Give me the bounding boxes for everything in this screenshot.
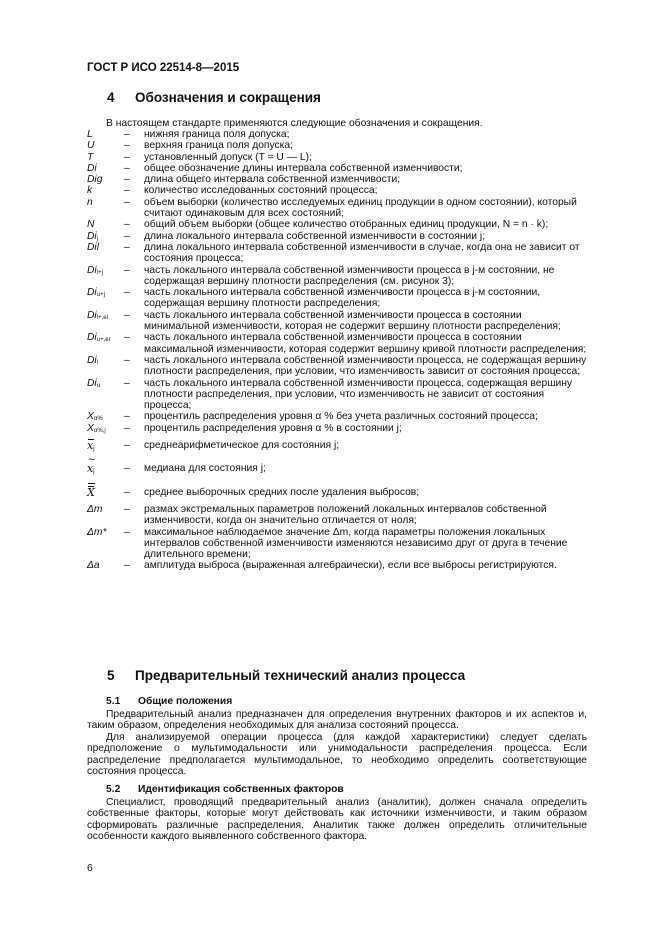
definition-dash: – [124,411,130,423]
definition-item [87,185,587,196]
definition-text: часть локального интервала собственной изменчивости процесса в состоянии минимальной изменчивости, которая не содержит вершину плотности распределения; [144,309,561,333]
definition-text: среднее выборочных средних после удаления выбросов; [144,486,420,498]
term-letter: Δm [87,503,103,515]
term-subscript: j [96,235,99,242]
term-letter: k [87,185,93,197]
term-letter: Δa [87,560,100,572]
definitions-list [87,129,587,572]
definition-term [87,265,103,279]
definition-term [87,197,93,208]
definition-text: часть локального интервала собственной изменчивости процесса в j-м состоянии, содержащая вершину плотности распределения; [144,287,541,310]
definition-text: максимальное наблюдаемое значение Δm, когда параметры положения локальных интервалов собственной изменчивости изменяются независимо друг от друга в течение длительного времени; [144,526,568,561]
term-letter: n [87,196,93,208]
definition-text: длина общего интервала собственной изменчивости; [144,174,401,186]
definition-dash: – [124,185,130,197]
definition-text: общий объем выборки (общее количество отобранных единиц продукции, N = n · k); [144,219,549,231]
definition-dash: – [124,230,130,242]
definition-dash: – [124,287,130,299]
section-5-title: Предварительный технический анализ процесса [135,668,466,683]
definition-item [87,504,587,527]
overbar-mark [88,486,94,487]
term-letter: X [87,485,95,499]
definition-item [87,423,587,434]
section-4-intro: В настоящем стандарте применяются следующие обозначения и сокращения. [106,118,483,129]
page-number: 6 [87,863,93,874]
definition-text: общее обозначение длины интервала собственной изменчивости; [144,162,463,174]
subsection-5-1-heading [106,696,232,707]
definition-text: часть локального интервала собственной изменчивости процесса, содержащая вершину плотности распределения, при условии, что изменчивость не зависит от состояния процесса; [144,377,573,412]
term-subscript: l [96,359,99,366]
term-letter: Di [87,309,97,321]
definition-dash: – [124,162,130,174]
definition-dash: – [124,486,130,498]
term-letter: Dig [87,174,103,186]
term-letter: L [87,129,93,140]
term-subscript: j [93,446,95,453]
definition-item [87,560,587,571]
term-letter: x [87,439,94,453]
term-letter: x [87,462,94,476]
definition-term [87,287,105,301]
section-5-heading [107,668,465,683]
term-letter: Di [87,230,97,242]
definition-text: среднеарифметическое для состояния j; [144,440,340,452]
math-symbol [87,487,95,498]
term-letter: Di [87,162,97,174]
definition-dash: – [124,140,130,152]
definition-text: размах экстремальных параметров положений локальных интервалов собственной изменчивости, когда он значительно отличается от ноля; [144,503,547,527]
paragraph-5-1-a: Предварительный анализ предназначен для определения внутренних факторов и их аспектов и, таким образом, определения необходимых для анализа состояний процесса. [87,709,587,732]
definition-term [87,219,94,230]
term-letter: Δm* [87,526,107,538]
definition-dash: – [124,332,130,344]
term-letter: U [87,140,95,152]
definition-text: процентиль распределения уровня α % в состоянии j; [144,422,402,434]
definition-item [87,231,587,242]
definition-term [87,310,108,324]
definition-text: объем выборки (количество исследуемых единиц продукции в одном состоянии), который считают одинаковым для всех состояний; [144,196,577,220]
term-letter: Di [87,332,97,344]
definition-dash: – [124,264,130,276]
definition-term [87,163,97,174]
definition-item [87,527,587,561]
definition-item [87,310,587,333]
definition-dash: – [124,151,130,163]
term-letter: T [87,151,94,163]
term-letter: Di [87,264,97,276]
definition-term [87,440,95,455]
definition-item [87,355,587,378]
definition-term [87,560,100,571]
definition-item [87,163,587,174]
term-subscript: l+j [96,269,103,276]
definition-item [87,140,587,151]
definition-term [87,378,100,392]
definition-dash: – [124,196,130,208]
definition-term [87,487,95,499]
definition-text: часть локального интервала собственной изменчивости процесса в j-м состоянии, не содержащая вершину плотности распределения (см. рисунок 3); [144,264,555,287]
term-letter: Dil [87,241,100,253]
definition-term [87,504,103,515]
definition-item [87,332,587,355]
definition-dash: – [124,174,130,186]
subsection-5-1-title: Общие положения [138,696,233,707]
definition-item [87,481,587,504]
math-symbol [87,455,96,476]
definition-dash: – [124,560,130,572]
definition-dash: – [124,422,130,434]
term-subscript: j [93,469,95,476]
definition-text: процентиль распределения уровня α % без учета различных состояний процесса; [144,411,538,423]
subsection-5-1-number: 5.1 [106,696,121,707]
definition-item [87,411,587,422]
term-subscript: u [96,382,101,389]
document-header: ГОСТ Р ИСО 22514-8—2015 [87,62,240,74]
definition-term [87,140,94,151]
term-letter: X [87,411,94,423]
definition-text: часть локального интервала собственной изменчивости процесса, не содержащая вершину плотности распределения, при условии, что изменчивость зависит от состояния процесса; [144,354,587,378]
definition-item [87,434,587,457]
term-letter: Di [87,287,97,299]
term-subscript: α%,j [93,427,106,434]
definition-dash: – [124,526,130,538]
definition-item [87,287,587,310]
math-symbol [87,440,93,451]
definition-item [87,378,587,412]
term-letter: X [87,422,94,434]
definition-text: амплитуда выброса (выраженная алгебраически), если все выбросы регистрируются. [144,560,557,572]
term-subscript: l+,el [96,314,108,321]
definition-dash: – [124,463,130,475]
definition-item [87,174,587,185]
definition-text: верхняя граница поля допуска; [144,140,294,152]
definition-term [87,242,99,253]
overbar-mark [88,439,94,440]
definition-term [87,185,92,196]
definition-term [87,455,96,478]
definition-text: установленный допуск (T = U — L); [144,151,312,163]
subsection-5-2-heading [106,784,344,795]
subsection-5-2-number: 5.2 [106,784,121,795]
term-subscript: α% [93,416,103,423]
definition-dash: – [124,219,130,231]
definition-dash: – [124,503,130,515]
subsection-5-2-title: Идентификация собственных факторов [138,784,344,795]
overbar-mark [88,483,95,484]
definition-item [87,129,587,140]
definition-text: длина локального интервала собственной изменчивости в состоянии j; [144,230,486,242]
definition-item [87,152,587,163]
section-4-number: 4 [107,90,115,105]
definition-dash: – [124,377,130,389]
definition-term [87,174,102,185]
definition-item [87,242,587,265]
definition-term [87,152,93,163]
paragraph-5-2-a: Специалист, проводящий предварительный анализ (аналитик), должен сначала определить собственные факторы, которые могут действовать как источники изменчивости, и таким образом сформировать различные распределения. Аналитик также должен определить отличительные особенности каждого выявленного собственного фактора. [87,797,587,842]
definition-dash: – [124,241,130,253]
definition-term [87,527,107,538]
definition-text: нижняя граница поля допуска; [144,129,290,140]
definition-term [87,332,111,346]
definition-item [87,265,587,288]
definition-term [87,129,93,140]
definition-text: часть локального интервала собственной изменчивости процесса в состоянии максимальной изменчивости, которая содержит вершину кривой плотности распределения; [144,332,587,355]
definition-item [87,457,587,480]
term-letter: Di [87,354,97,366]
paragraph-5-1-b: Для анализируемой операции процесса (для каждой характеристики) следует сделать предположение о мультимодальности или унимодальности распределения процесса. Если распределение предполагается мультимодальное, то необходимо определить соответствующие состояния процесса. [87,732,587,777]
definition-text: количество исследованных состояний процесса; [144,185,378,197]
definition-dash: – [124,354,130,366]
section-5-number: 5 [107,668,115,683]
definition-dash: – [124,309,130,321]
definition-dash: – [124,129,130,140]
definition-item [87,197,587,220]
tilde-mark: ~ [88,455,96,466]
definition-term [87,355,98,369]
term-letter: N [87,219,95,231]
section-4-heading [107,90,321,105]
definition-dash: – [124,440,130,452]
term-subscript: u+,er [96,337,111,344]
definition-text: медиана для состояния j; [144,463,266,475]
definition-text: длина локального интервала собственной изменчивости в случае, когда она не зависит от состояния процесса; [144,241,580,265]
term-letter: Di [87,377,97,389]
section-4-title: Обозначения и сокращения [135,90,321,105]
term-subscript: u+j [96,292,105,299]
definition-item [87,219,587,230]
